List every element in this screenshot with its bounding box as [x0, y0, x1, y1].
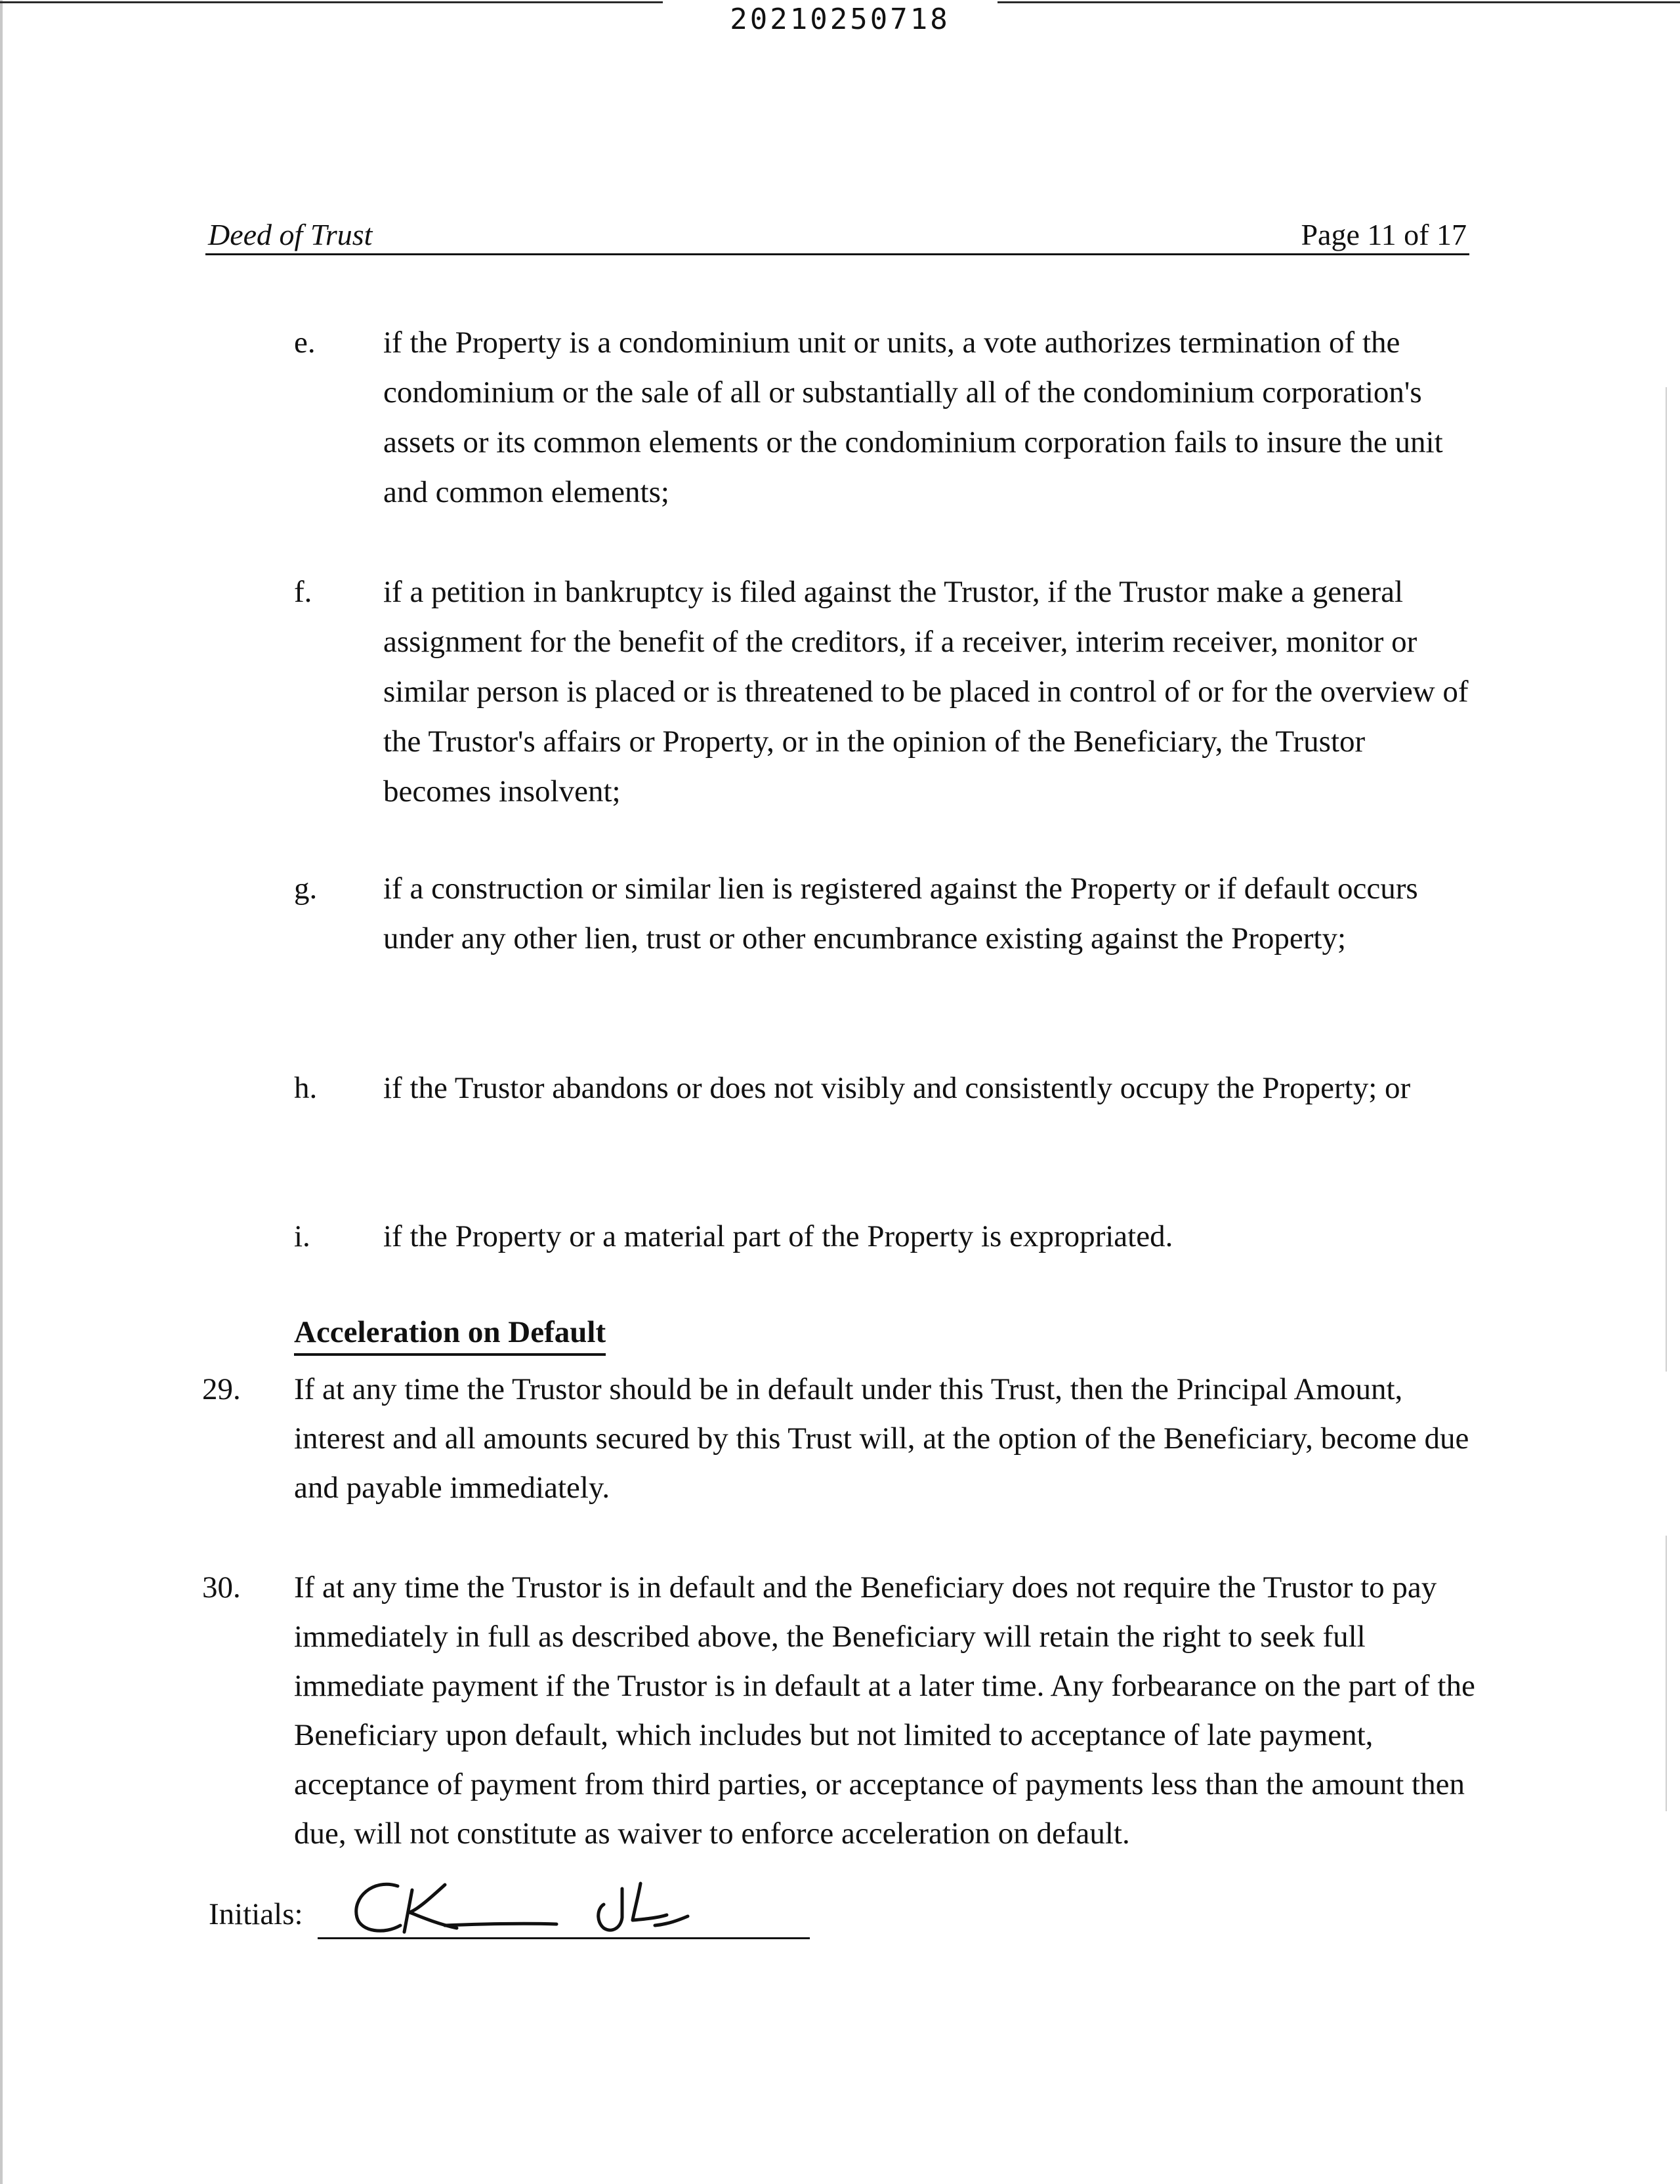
initials-label: Initials:	[209, 1897, 303, 1931]
sub-item-h	[294, 1063, 1475, 1113]
paragraph-number: 30.	[202, 1570, 241, 1605]
sub-item-e	[294, 318, 1475, 517]
paragraph-29	[202, 1365, 1475, 1513]
sub-item-text: if the Property is a condominium unit or units, a vote authorizes termination of the condominium or the sale of all or substantially all of the condominium corporation's assets or its common elements or the condominium corporation fails to insure the unit and common elements;	[383, 326, 1443, 509]
sub-item-text: if the Trustor abandons or does not visibly and consistently occupy the Property; or	[383, 1071, 1411, 1105]
handwritten-initials-icon	[346, 1872, 753, 1944]
scan-margin-mark	[1666, 387, 1667, 1372]
sub-item-label: h.	[294, 1071, 318, 1105]
sub-item-label: f.	[294, 575, 312, 609]
paragraph-text: If at any time the Trustor is in default and the Beneficiary does not require the Trustor to pay immediately in full as described above, the Beneficiary will retain the right to seek full immediate payment if the Trustor is in default at a later time. Any forbearance on the part of the Beneficiary upon default, which includes but not limited to acceptance of late payment, acceptance of payment from third parties, or acceptance of payments less than the amount then due, will not constitute as waiver to enforce acceleration on default.	[294, 1570, 1475, 1851]
recording-number-stamp: 20210250718	[730, 3, 950, 36]
scan-margin-mark	[1666, 1536, 1667, 1811]
sub-item-f	[294, 567, 1475, 816]
sub-item-label: g.	[294, 872, 318, 906]
initials-block	[209, 1890, 812, 1942]
scan-edge	[0, 0, 3, 2184]
page-number: Page 11 of 17	[1301, 218, 1467, 251]
section-heading: Acceleration on Default	[294, 1312, 606, 1356]
document-title: Deed of Trust	[208, 218, 373, 251]
sub-item-label: e.	[294, 326, 316, 360]
sub-item-text: if the Property or a material part of the Property is expropriated.	[383, 1219, 1173, 1253]
page-header	[205, 215, 1469, 255]
paragraph-text: If at any time the Trustor should be in default under this Trust, then the Principal Amount, interest and all amounts secured by this Trust will, at the option of the Beneficiary, become due and payable immediately.	[294, 1372, 1469, 1505]
sub-item-g	[294, 864, 1475, 963]
sub-item-text: if a construction or similar lien is registered against the Property or if default occurs under any other lien, trust or other encumbrance existing against the Property;	[383, 872, 1418, 956]
sub-item-i	[294, 1211, 1475, 1261]
paragraph-30	[202, 1563, 1475, 1858]
sub-item-label: i.	[294, 1219, 310, 1253]
paragraph-number: 29.	[202, 1372, 241, 1406]
sub-item-text: if a petition in bankruptcy is filed against the Trustor, if the Trustor make a general assignment for the benefit of the creditors, if a receiver, interim receiver, monitor or similar person is placed or is threatened to be placed in control of or for the overview of the Trustor's affairs or Property, or in the opinion of the Beneficiary, the Trustor becomes insolvent;	[383, 575, 1469, 808]
